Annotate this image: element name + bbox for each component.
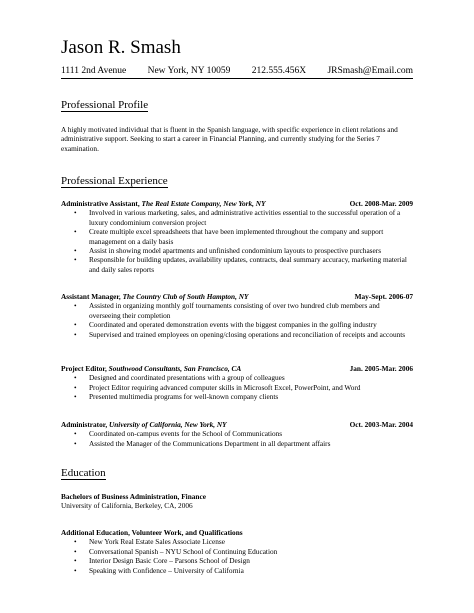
list-item: • Coordinated and operated demonstration events with the biggest companies in the golfing industry (74, 320, 377, 330)
bullet-icon: • (74, 227, 77, 237)
list-item: • Conversational Spanish – NYU School of Continuing Education (74, 546, 278, 556)
bullet-icon: • (74, 373, 77, 383)
job-dates: Oct. 2003-Mar. 2004 (349, 420, 413, 429)
job-header (61, 199, 413, 208)
bullet-icon: • (74, 320, 77, 330)
job-bullets (61, 208, 413, 274)
job-header (61, 364, 413, 373)
job-header (61, 420, 413, 429)
bullet-icon: • (74, 255, 77, 265)
job-dates: May-Sept. 2006-07 (354, 292, 413, 301)
job-dates: Oct. 2008-Mar. 2009 (349, 199, 413, 208)
education-heading: Education (61, 467, 106, 479)
list-item: • Assisted the Manager of the Communications Department in all department affairs (74, 438, 331, 448)
list-item: • Project Editor requiring advanced computer skills in Microsoft Excel, PowerPoint, and Word (74, 382, 361, 392)
degree: Bachelors of Business Administration, Finance (61, 492, 206, 501)
list-item: • Involved in various marketing, sales, and administrative activities essential to the successful operation of a luxury condominium conversion project (74, 208, 401, 227)
job-header (61, 292, 413, 301)
list-item: • Coordinated on-campus events for the School of Communications (74, 429, 283, 439)
job-role: Administrator, (61, 420, 108, 429)
job-role: Administrative Assistant, (61, 199, 140, 208)
school: University of California, Berkeley, CA, 2006 (61, 501, 193, 511)
contact-line (61, 66, 413, 77)
bullet-icon: • (74, 392, 77, 402)
list-item: • New York Real Estate Sales Associate License (74, 537, 225, 547)
header-divider (61, 78, 413, 79)
job-bullets (61, 373, 413, 401)
job-company: The Real Estate Company, New York, NY (141, 199, 266, 208)
job-bullets (61, 301, 413, 339)
job-entry (61, 420, 413, 448)
profile-text: A highly motivated individual that is fluent in the Spanish language, with specific experience in client relations and administrative support. Seeking to start a career in Financial Planning, and currently studying for the Series 7 examination. (61, 125, 398, 153)
job-company: University of California, New York, NY (108, 420, 227, 429)
bullet-icon: • (74, 208, 77, 218)
bullet-icon: • (74, 438, 77, 448)
job-entry (61, 199, 413, 274)
job-entry (61, 292, 413, 339)
job-entry (61, 364, 413, 402)
job-company: Southwood Consultants, San Francisco, CA (108, 364, 242, 373)
bullet-icon: • (74, 565, 77, 575)
bullet-icon: • (74, 382, 77, 392)
candidate-name: Jason R. Smash (61, 37, 181, 58)
job-bullets (61, 429, 413, 448)
bullet-icon: • (74, 546, 77, 556)
job-role: Assistant Manager, (61, 292, 121, 301)
bullet-icon: • (74, 556, 77, 566)
bullet-icon: • (74, 246, 77, 256)
experience-heading: Professional Experience (61, 175, 168, 187)
list-item: • Assist in showing model apartments and unfinished condominium layouts to prospective purchasers (74, 246, 382, 256)
job-company: The Country Club of South Hampton, NY (122, 292, 249, 301)
profile-heading: Professional Profile (61, 99, 149, 111)
address: 1111 2nd Avenue (61, 66, 127, 76)
list-item: • Designed and coordinated presentations with a group of colleagues (74, 373, 285, 383)
bullet-icon: • (74, 301, 77, 311)
bullet-icon: • (74, 329, 77, 339)
city-state-zip: New York, NY 10059 (147, 66, 231, 76)
additional-bullets (61, 537, 413, 575)
job-dates: Jan. 2005-Mar. 2006 (349, 364, 413, 373)
list-item: • Create multiple excel spreadsheets that have been implemented throughout the company and support management on a daily basis (74, 227, 384, 246)
list-item: • Presented multimedia programs for well-known company clients (74, 392, 279, 402)
bullet-icon: • (74, 537, 77, 547)
list-item: • Responsible for building updates, availability updates, contracts, deal summary accuracy, marketing material and daily sales reports (74, 255, 407, 274)
email: JRSmash@Email.com (327, 66, 413, 76)
list-item: • Speaking with Confidence – University of California (74, 565, 244, 575)
job-role: Project Editor, (61, 364, 107, 373)
additional-heading: Additional Education, Volunteer Work, and Qualifications (61, 528, 243, 537)
list-item: • Assisted in organizing monthly golf tournaments consisting of over two hundred club members and overseeing their completion (74, 301, 380, 320)
additional-education (61, 528, 413, 575)
education-entry (61, 492, 413, 511)
phone: 212.555.456X (251, 66, 307, 76)
list-item: • Supervised and trained employees on opening/closing operations and reconciliation of receipts and accounts (74, 329, 406, 339)
list-item: • Interior Design Basic Core – Parsons School of Design (74, 556, 250, 566)
bullet-icon: • (74, 429, 77, 439)
